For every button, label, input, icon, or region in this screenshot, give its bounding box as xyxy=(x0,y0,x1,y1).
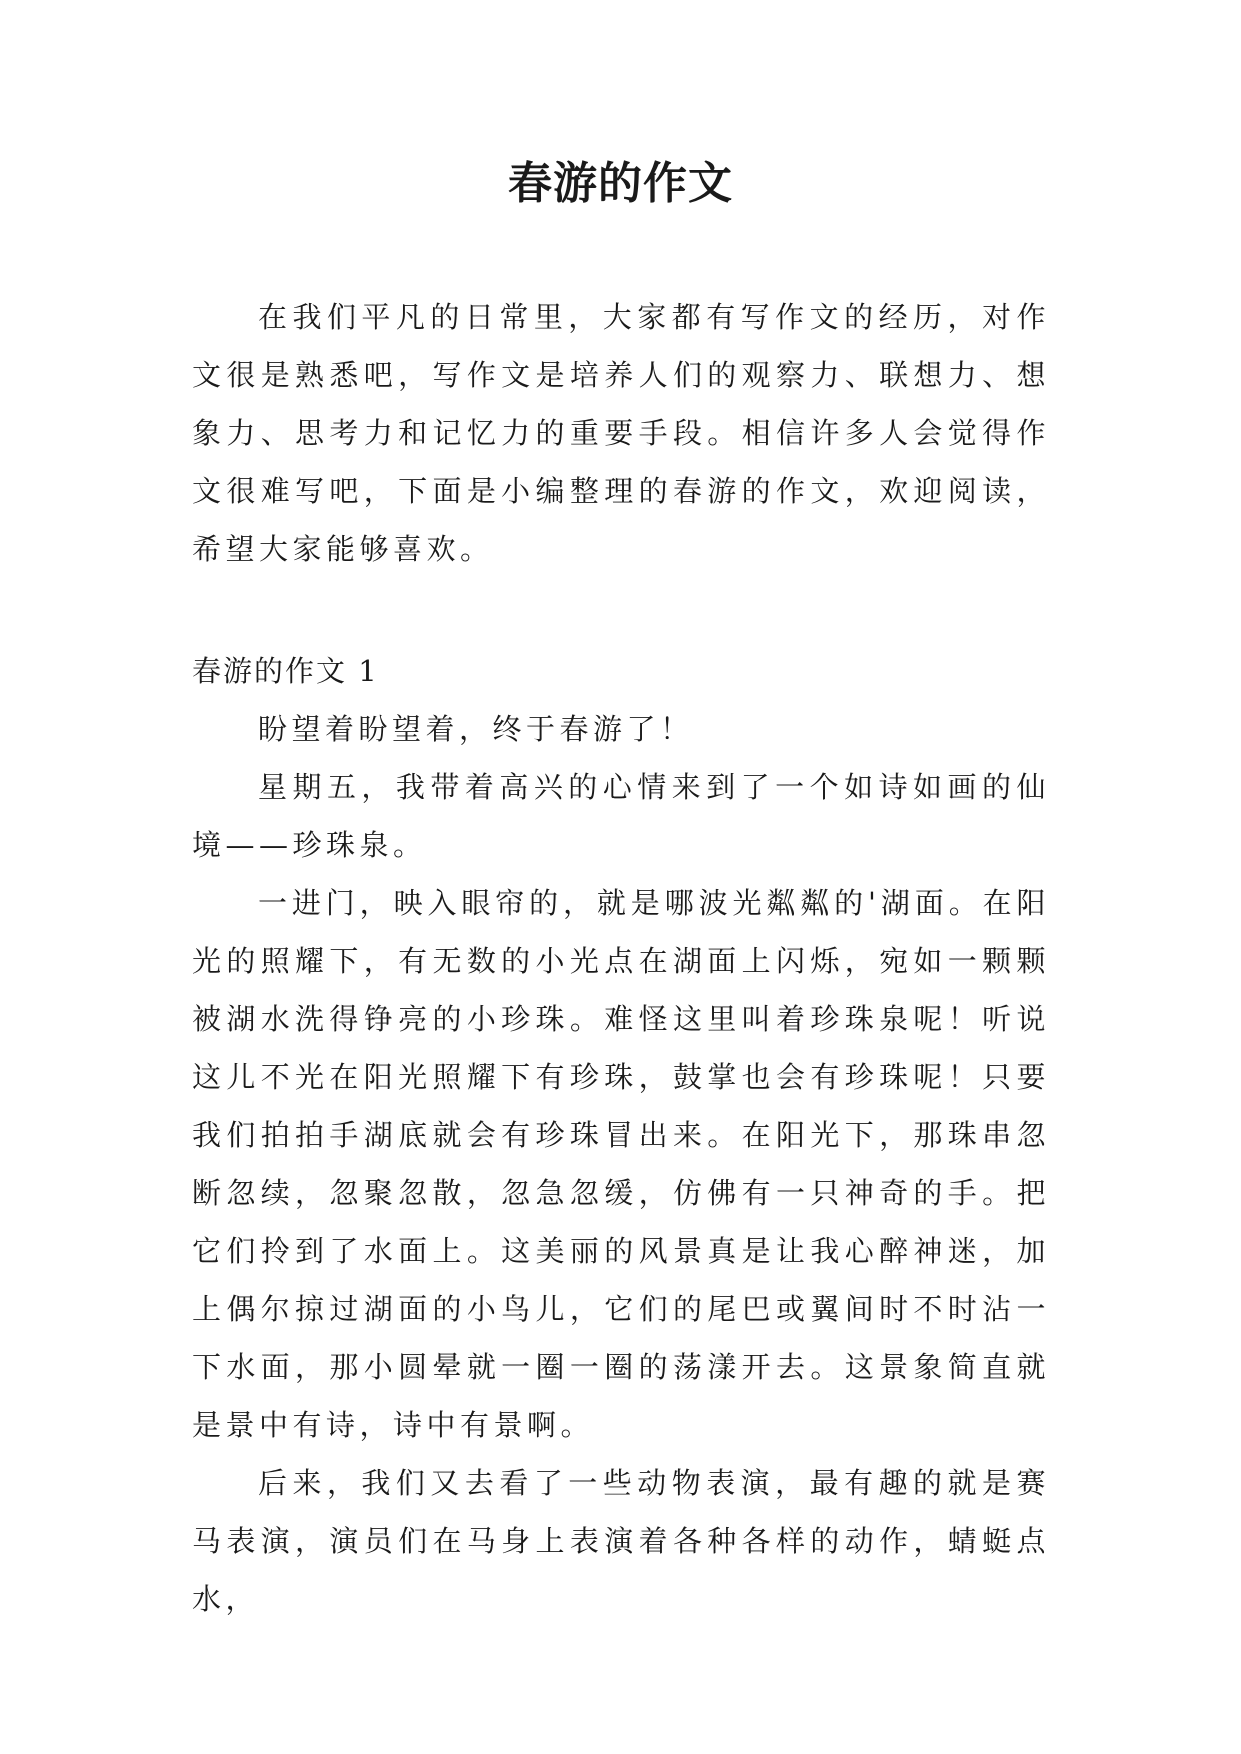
document-title: 春游的作文 xyxy=(508,158,733,209)
paragraph-3: 一进门，映入眼帘的，就是哪波光粼粼的'湖面。在阳光的照耀下，有无数的小光点在湖面上闪烁，宛如一颗颗被湖水洗得铮亮的小珍珠。难怪这里叫着珍珠泉呢！听说这儿不光在阳光照耀下有珍珠，鼓掌也会有珍珠呢！只要我们拍拍手湖底就会有珍珠冒出来。在阳光下，那珠串忽断忽续，忽聚忽散，忽急忽缓，仿佛有一只神奇的手。把它们拎到了水面上。这美丽的风景真是让我心醉神迷，加上偶尔掠过湖面的小鸟儿，它们的尾巴或翼间时不时沾一下水面，那小圆晕就一圈一圈的荡漾开去。这景象简直就是景中有诗，诗中有景啊。 xyxy=(192,886,1050,1442)
essay-section-1 xyxy=(192,642,1050,1628)
paragraph-2: 星期五，我带着高兴的心情来到了一个如诗如画的仙境——珍珠泉。 xyxy=(192,770,1050,862)
section-heading: 春游的作文 1 xyxy=(192,654,379,688)
intro-paragraph: 在我们平凡的日常里，大家都有写作文的经历，对作文很是熟悉吧，写作文是培养人们的观察力、联想力、想象力、思考力和记忆力的重要手段。相信许多人会觉得作文很难写吧，下面是小编整理的春游的作文，欢迎阅读，希望大家能够喜欢。 xyxy=(192,300,1050,566)
paragraph-4: 后来，我们又去看了一些动物表演，最有趣的就是赛马表演，演员们在马身上表演着各种各样的动作，蜻蜓点水， xyxy=(192,1466,1050,1616)
intro-block xyxy=(192,288,1050,578)
paragraph-1: 盼望着盼望着，终于春游了！ xyxy=(258,712,694,746)
